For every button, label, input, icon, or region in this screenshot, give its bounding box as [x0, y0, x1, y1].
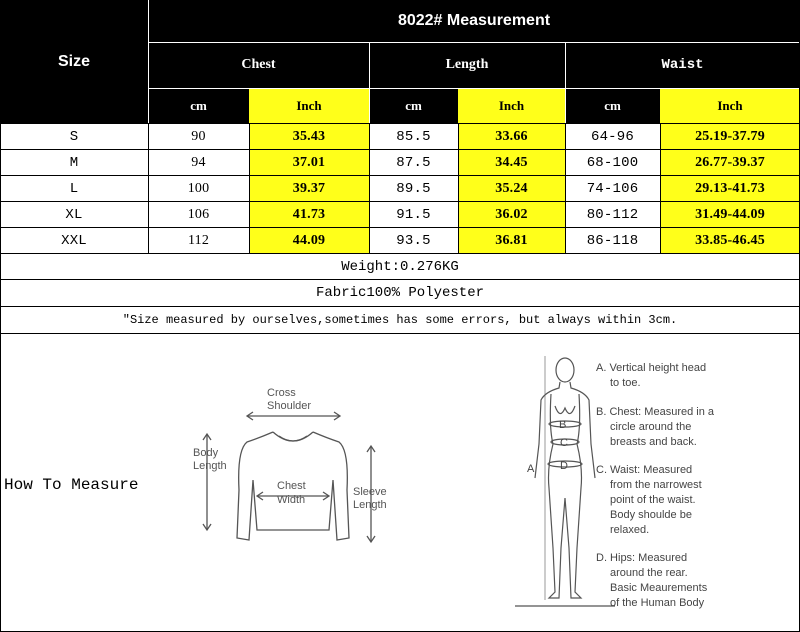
- waist-inch-cell: 33.85-46.45: [660, 228, 800, 253]
- waist-inch-cell: 25.19-37.79: [660, 124, 800, 149]
- chest-cm-cell: 100: [148, 176, 249, 201]
- length-cm-cell: 93.5: [369, 228, 458, 253]
- measurement-notes: [596, 358, 796, 610]
- size-cell: XXL: [0, 228, 148, 253]
- chest-cm-cell: 94: [148, 150, 249, 175]
- note-c: C. Waist: Measured: [596, 464, 693, 476]
- chest-inch-cell: 44.09: [249, 228, 369, 253]
- size-cell: S: [0, 124, 148, 149]
- waist-cm-cell: 80-112: [565, 202, 660, 227]
- size-cell: L: [0, 176, 148, 201]
- length-cm-cell: 87.5: [369, 150, 458, 175]
- note-d: of the Human Body: [610, 597, 705, 609]
- unit-header: cm: [148, 88, 249, 123]
- length-inch-cell: 33.66: [458, 124, 565, 149]
- mark-d: D: [560, 460, 568, 472]
- size-cell: XL: [0, 202, 148, 227]
- waist-inch-cell: 29.13-41.73: [660, 176, 800, 201]
- body-length-label: Body: [193, 447, 219, 459]
- sleeve-length-label: Sleeve: [353, 486, 387, 498]
- note-b: breasts and back.: [610, 436, 697, 448]
- unit-header: Inch: [660, 88, 800, 123]
- note-a: A. Vertical height head: [596, 362, 707, 374]
- column-header-waist: Waist: [565, 42, 800, 88]
- waist-cm-cell: 64-96: [565, 124, 660, 149]
- measurement-note: "Size measured by ourselves,sometimes has some errors, but always within 3cm.: [0, 307, 800, 333]
- chest-inch-cell: 35.43: [249, 124, 369, 149]
- length-cm-cell: 89.5: [369, 176, 458, 201]
- length-inch-cell: 36.81: [458, 228, 565, 253]
- note-d: around the rear.: [610, 567, 688, 579]
- chart-title: 8022# Measurement: [148, 0, 800, 42]
- chest-width-label: Width: [277, 494, 306, 506]
- sleeve-length-label: Length: [353, 499, 387, 511]
- note-b: B. Chest: Measured in a: [596, 406, 715, 418]
- body-length-label: Length: [193, 460, 227, 472]
- chest-cm-cell: 112: [148, 228, 249, 253]
- cross-shoulder-label: Cross: [267, 387, 296, 399]
- length-inch-cell: 36.02: [458, 202, 565, 227]
- garment-measure-diagram: [185, 380, 405, 560]
- note-b: circle around the: [610, 421, 692, 433]
- mark-c: C: [560, 437, 568, 449]
- waist-inch-cell: 31.49-44.09: [660, 202, 800, 227]
- size-header: Size: [0, 0, 148, 123]
- unit-header: cm: [369, 88, 458, 123]
- cross-shoulder-label: Shoulder: [267, 400, 312, 412]
- mark-a: A: [527, 463, 535, 475]
- length-cm-cell: 91.5: [369, 202, 458, 227]
- mark-b: B: [559, 419, 567, 431]
- chest-cm-cell: 90: [148, 124, 249, 149]
- chest-cm-cell: 106: [148, 202, 249, 227]
- waist-cm-cell: 68-100: [565, 150, 660, 175]
- weight-row: Weight:0.276KG: [0, 254, 800, 279]
- fabric-row: Fabric100% Polyester: [0, 280, 800, 306]
- length-cm-cell: 85.5: [369, 124, 458, 149]
- chest-inch-cell: 39.37: [249, 176, 369, 201]
- note-d: Basic Meaurements: [610, 582, 708, 594]
- note-a: to toe.: [610, 377, 641, 389]
- column-header-chest: Chest: [148, 42, 369, 88]
- note-d: D. Hips: Measured: [596, 552, 688, 564]
- column-header-length: Length: [369, 42, 565, 88]
- length-inch-cell: 34.45: [458, 150, 565, 175]
- how-to-measure-label: How To Measure: [0, 470, 160, 500]
- note-c: Body shoulde be: [610, 509, 692, 521]
- waist-inch-cell: 26.77-39.37: [660, 150, 800, 175]
- note-c: relaxed.: [610, 524, 650, 536]
- unit-header: Inch: [458, 88, 565, 123]
- size-cell: M: [0, 150, 148, 175]
- unit-header: Inch: [249, 88, 369, 123]
- note-c: from the narrowest: [610, 479, 702, 491]
- waist-cm-cell: 74-106: [565, 176, 660, 201]
- note-c: point of the waist.: [610, 494, 696, 506]
- chest-width-label: Chest: [277, 480, 306, 492]
- unit-header: cm: [565, 88, 660, 123]
- chest-inch-cell: 37.01: [249, 150, 369, 175]
- chest-inch-cell: 41.73: [249, 202, 369, 227]
- length-inch-cell: 35.24: [458, 176, 565, 201]
- waist-cm-cell: 86-118: [565, 228, 660, 253]
